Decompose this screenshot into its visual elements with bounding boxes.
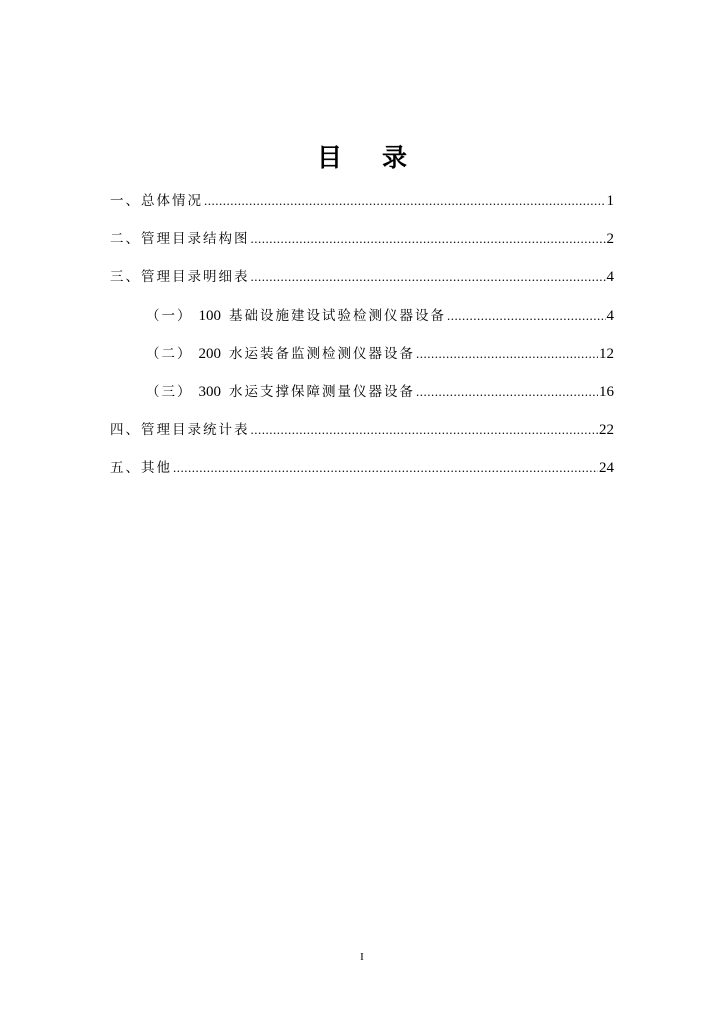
toc-entry-label: 五、其他 [110, 460, 172, 476]
toc-entry-label: 三、管理目录明细表 [110, 269, 250, 285]
toc-entry-label: 基础设施建设试验检测仪器设备 [229, 308, 446, 324]
toc-entry-label: 一、总体情况 [110, 193, 203, 209]
toc-leader-dots [416, 339, 598, 369]
toc-entry-statistics-table[interactable] [110, 415, 614, 445]
toc-entry-label: 二、管理目录结构图 [110, 231, 250, 247]
toc-entry-detail-table[interactable] [110, 262, 614, 292]
toc-page-ref: 12 [599, 346, 614, 362]
toc-entry-code: 200 [198, 346, 221, 362]
toc-entry-code: 300 [198, 384, 221, 400]
toc-page-ref: 4 [606, 308, 614, 324]
toc-entry-label: 水运支撑保障测量仪器设备 [229, 384, 415, 400]
toc-entry-other[interactable] [110, 453, 614, 483]
toc-page-ref: 1 [606, 193, 614, 209]
toc-subentry-300[interactable] [146, 377, 614, 407]
toc-entry-prefix: （三） [146, 384, 193, 400]
toc-leader-dots [251, 224, 606, 254]
toc-leader-dots [447, 301, 606, 331]
toc-page-ref: 16 [599, 384, 614, 400]
toc-entry-label: 水运装备监测检测仪器设备 [229, 346, 415, 362]
toc-page-ref: 2 [606, 231, 614, 247]
toc-subentry-200[interactable] [146, 339, 614, 369]
title-char-2: 录 [382, 143, 408, 172]
toc-leader-dots [251, 415, 599, 445]
toc-leader-dots [416, 377, 598, 407]
toc-entry-prefix: （一） [146, 308, 193, 324]
toc-page-ref: 22 [599, 422, 614, 438]
toc-entry-code: 100 [198, 308, 221, 324]
footer-page-number: I [360, 951, 364, 963]
toc-page-ref: 24 [599, 460, 614, 476]
title-char-1: 目 [316, 143, 342, 172]
toc-entry-structure-diagram[interactable] [110, 224, 614, 254]
toc-leader-dots [173, 453, 598, 483]
toc-entry-label: 四、管理目录统计表 [110, 422, 250, 438]
toc-page-ref: 4 [606, 269, 614, 285]
page-title [0, 138, 724, 174]
toc-entry-overview[interactable] [110, 186, 614, 216]
toc-leader-dots [251, 262, 606, 292]
toc-leader-dots [204, 186, 606, 216]
toc-entry-prefix: （二） [146, 346, 193, 362]
toc-subentry-100[interactable] [146, 301, 614, 331]
